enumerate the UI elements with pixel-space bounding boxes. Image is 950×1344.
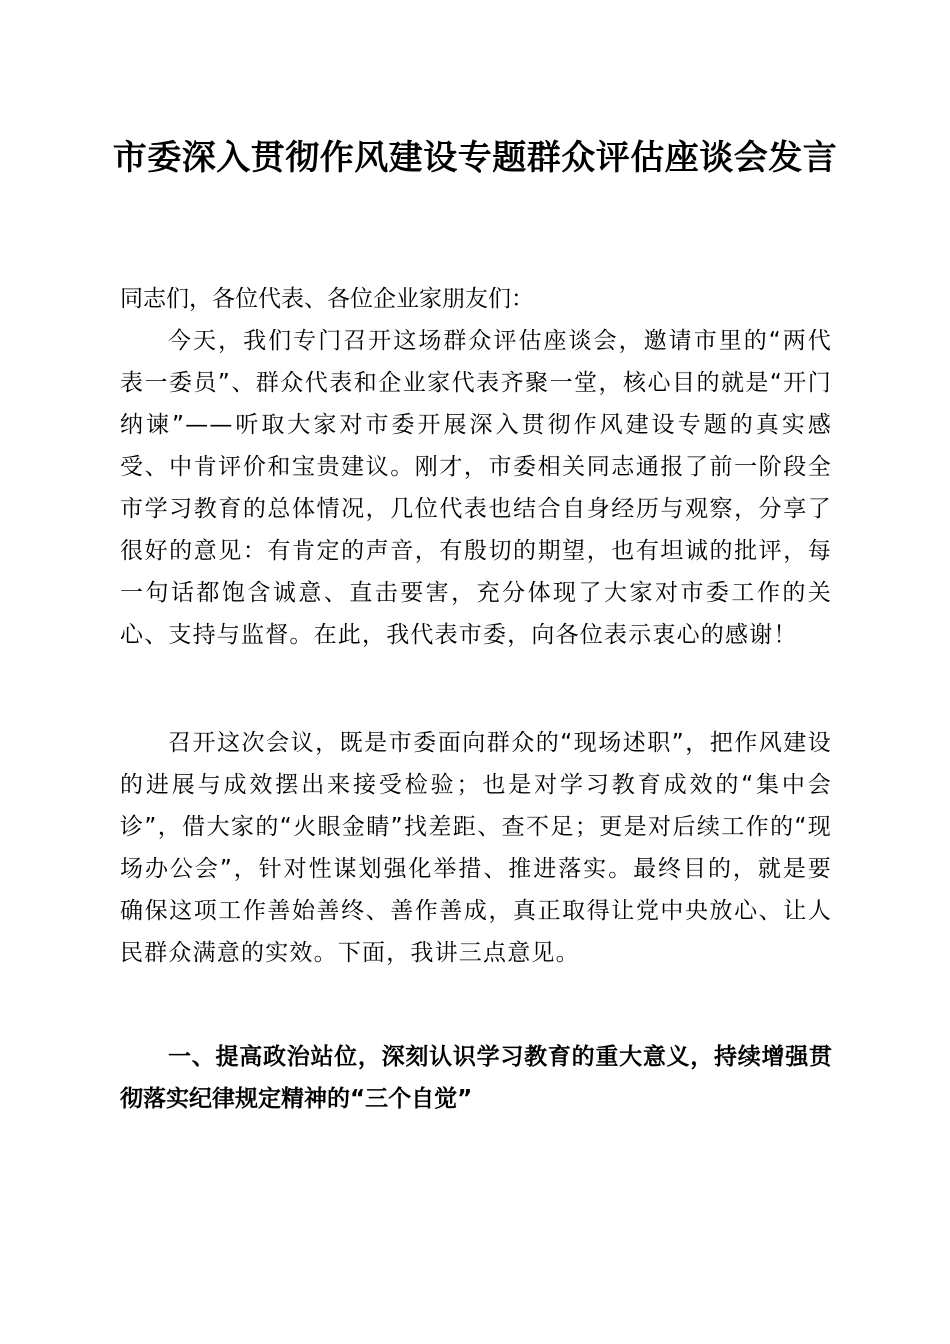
paragraph-purpose: 召开这次会议，既是市委面向群众的“现场述职”，把作风建设的进展与成效摆出来接受检验；也是对学习教育成效的“集中会诊”，借大家的“火眼金睛”找差距、查不足；更是对后续工作的“现场办公会”，针对性谋划强化举措、推进落实。最终目的，就是要确保这项工作善始善终、善作善成，真正取得让党中央放心、让人民群众满意的实效。下面，我讲三点意见。 (120, 730, 832, 966)
paragraph-opening: 今天，我们专门召开这场群众评估座谈会，邀请市里的“两代表一委员”、群众代表和企业家代表齐聚一堂，核心目的就是“开门纳谏”——听取大家对市委开展深入贯彻作风建设专题的真实感受、中肯评价和宝贵建议。刚才，市委相关同志通报了前一阶段全市学习教育的总体情况，几位代表也结合自身经历与观察，分享了很好的意见：有肯定的声音，有殷切的期望，也有坦诚的批评，每一句话都饱含诚意、直击要害，充分体现了大家对市委工作的关心、支持与监督。在此，我代表市委，向各位表示衷心的感谢！ (120, 328, 832, 648)
section-heading-1: 一、提高政治站位，深刻认识学习教育的重大意义，持续增强贯彻落实纪律规定精神的“三个自觉” (120, 1044, 832, 1112)
salutation: 同志们，各位代表、各位企业家朋友们： (120, 286, 534, 312)
document-title: 市委深入贯彻作风建设专题群众评估座谈会发言 (112, 138, 838, 178)
